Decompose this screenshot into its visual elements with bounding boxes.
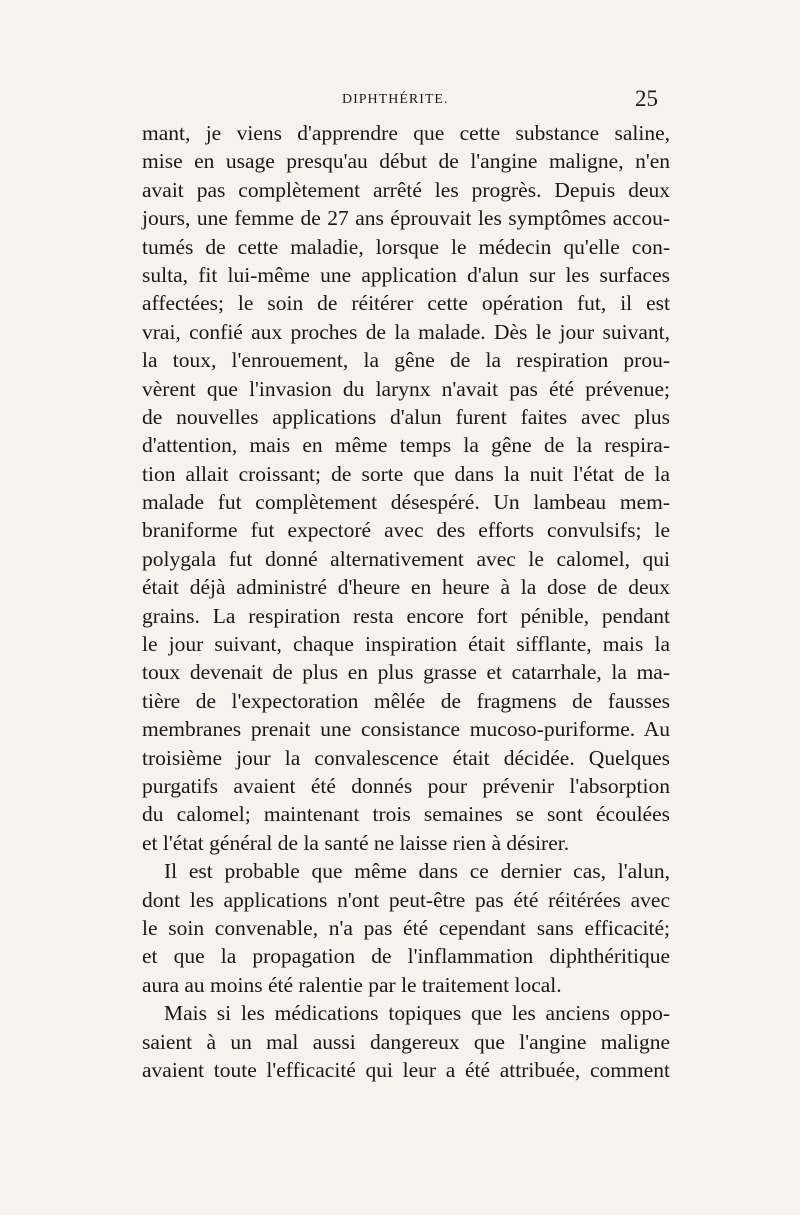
- text-line: tion allait croissant; de sorte que dans la nuit l'état de la: [142, 461, 670, 486]
- text-line: le soin convenable, n'a pas été cependant sans efficacité;: [142, 915, 670, 940]
- text-line: vèrent que l'invasion du larynx n'avait pas été prévenue;: [142, 376, 670, 401]
- body-text: [142, 119, 670, 1084]
- paragraph-start-line: Il est probable que même dans ce dernier cas, l'alun,: [164, 859, 670, 884]
- text-line: toux devenait de plus en plus grasse et catarrhale, la ma-: [142, 660, 670, 685]
- text-line: troisième jour la convalescence était décidée. Quelques: [142, 745, 670, 770]
- text-line: tumés de cette maladie, lorsque le médecin qu'elle con-: [142, 234, 670, 259]
- text-line: jours, une femme de 27 ans éprouvait les symptômes accou-: [142, 206, 670, 231]
- text-line: mise en usage presqu'au début de l'angine maligne, n'en: [142, 149, 670, 174]
- page-number: 25: [635, 86, 658, 111]
- paragraph-start-line: Mais si les médications topiques que les anciens oppo-: [164, 1001, 670, 1026]
- text-line: vrai, confié aux proches de la malade. Dès le jour suivant,: [142, 319, 670, 344]
- text-line: avait pas complètement arrêté les progrès. Depuis deux: [142, 177, 670, 202]
- text-line: membranes prenait une consistance mucoso-puriforme. Au: [142, 717, 670, 742]
- text-line: avaient toute l'efficacité qui leur a été attribuée, comment: [142, 1057, 670, 1082]
- running-head: DIPHTHÉRITE.: [342, 92, 449, 107]
- text-line: le jour suivant, chaque inspiration était sifflante, mais la: [142, 632, 670, 657]
- text-line: de nouvelles applications d'alun furent faites avec plus: [142, 404, 670, 429]
- text-line: était déjà administré d'heure en heure à la dose de deux: [142, 575, 670, 600]
- page-header: [142, 86, 658, 116]
- paragraph-end-line: et l'état général de la santé ne laisse rien à désirer.: [142, 830, 570, 855]
- text-line: tière de l'expectoration mêlée de fragmens de fausses: [142, 688, 670, 713]
- text-line: et que la propagation de l'inflammation diphthéritique: [142, 944, 670, 969]
- text-line: sulta, fit lui-même une application d'alun sur les surfaces: [142, 262, 670, 287]
- text-line: saient à un mal aussi dangereux que l'angine maligne: [142, 1029, 670, 1054]
- text-line: braniforme fut expectoré avec des efforts convulsifs; le: [142, 518, 670, 543]
- text-line: malade fut complètement désespéré. Un lambeau mem-: [142, 490, 670, 515]
- paragraph-end-line: aura au moins été ralentie par le traitement local.: [142, 972, 562, 997]
- text-line: affectées; le soin de réitérer cette opération fut, il est: [142, 291, 670, 316]
- text-line: polygala fut donné alternativement avec le calomel, qui: [142, 546, 670, 571]
- text-line: purgatifs avaient été donnés pour prévenir l'absorption: [142, 773, 670, 798]
- text-line: mant, je viens d'apprendre que cette substance saline,: [142, 121, 670, 145]
- text-line: grains. La respiration resta encore fort pénible, pendant: [142, 603, 670, 628]
- text-line: dont les applications n'ont peut-être pas été réitérées avec: [142, 887, 670, 912]
- text-line: la toux, l'enrouement, la gêne de la respiration prou-: [142, 348, 670, 373]
- text-line: du calomel; maintenant trois semaines se sont écoulées: [142, 802, 670, 827]
- text-line: d'attention, mais en même temps la gêne de la respira-: [142, 433, 670, 458]
